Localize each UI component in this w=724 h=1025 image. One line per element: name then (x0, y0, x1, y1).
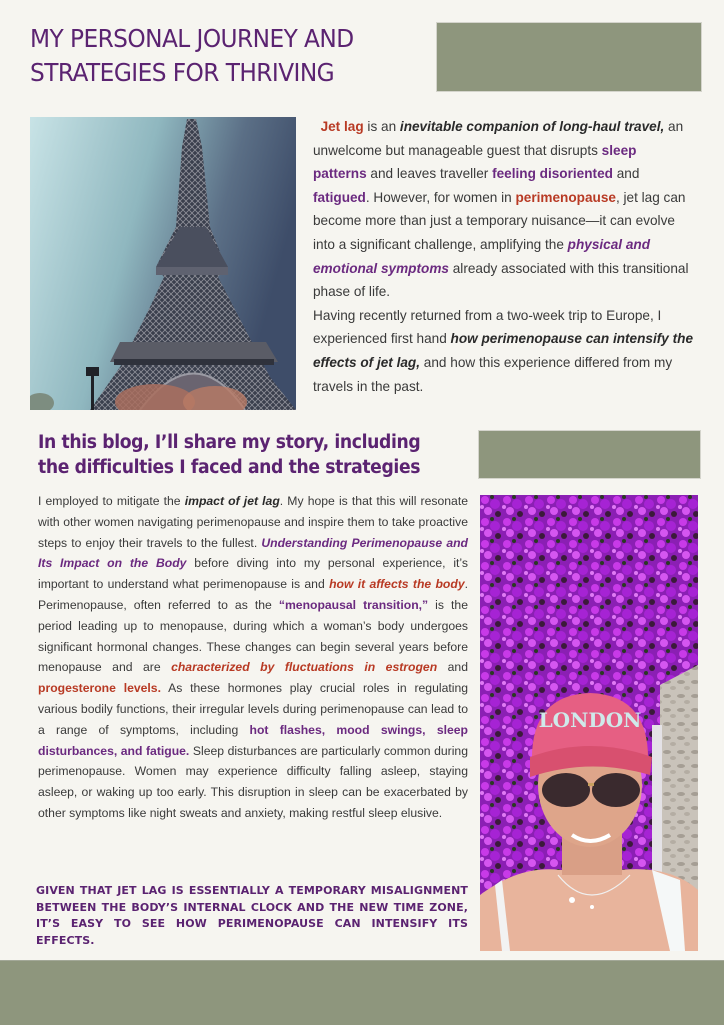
decorative-green-block-middle (478, 430, 701, 479)
highlighted-phrase: characterized by fluctuations in estrogen (171, 660, 438, 675)
highlighted-phrase: physical and emotional symptoms (313, 236, 651, 276)
highlighted-phrase: sleep patterns (313, 142, 637, 182)
highlighted-phrase: how it affects the body (329, 577, 465, 592)
callout-text: GIVEN THAT JET LAG IS ESSENTIALLY A TEMPORARY MISALIGNMENT BETWEEN THE BODY’S INTERNAL CLOCK AND THE NEW TIME ZONE, IT’S EASY TO SEE HOW PERIMENOPAUSE CAN INTENSIFY ITS EFFECTS. (36, 884, 468, 947)
intro-seg (313, 119, 689, 299)
section-subheading (38, 430, 447, 480)
highlighted-phrase: feeling disoriented (492, 166, 613, 182)
highlighted-phrase: impact of jet lag (184, 494, 280, 508)
text-segment: and how this experience differed from my travels in the past. (313, 354, 673, 394)
highlighted-phrase: “menopausal transition,” (278, 597, 429, 612)
subheading-line-1: In this blog, I’ll share my story, including (38, 432, 421, 453)
text-segment: , jet lag can become more than just a temporary nuisance—it can evolve into a significant challenge, amplifying the (313, 189, 686, 252)
body-text (38, 491, 468, 824)
text-segment: . Perimenopause, often referred to as the (38, 577, 468, 612)
text-segment: before diving into my personal experience, it’s important to understand what perimenopause is and (38, 556, 468, 592)
intro-paragraph-1 (313, 115, 693, 304)
highlighted-phrase: hot flashes, mood swings, sleep disturbances, and fatigue. (38, 722, 468, 758)
text-segment: is the period leading up to menopause, during which a woman’s body undergoes significant hormonal changes. These changes can begin several years before menopause and are (38, 597, 468, 675)
cap-text: LONDON (538, 708, 642, 732)
text-segment: . My hope is that this will resonate with other women navigating perimenopause and inspire them to take proactive steps to enjoy their travels to the fullest. (38, 494, 468, 550)
footer-band (0, 960, 724, 1025)
page-title (30, 22, 402, 90)
subheading-line-2: the difficulties I faced and the strategies (38, 457, 421, 478)
text-segment: and (437, 660, 468, 675)
highlighted-phrase: Jet lag (320, 119, 364, 134)
text-segment: an unwelcome but manageable guest that disrupts (313, 119, 684, 158)
highlighted-phrase: fatigued (313, 189, 366, 205)
body-seg (38, 494, 468, 820)
text-segment: Sleep disturbances are particularly common during perimenopause. Women may experience difficulty falling asleep, staying asleep, or waking up too early. This disruption in sleep can be exacerbated by other symptoms like night sweats and anxiety, making restful sleep elusive. (38, 743, 468, 820)
intro-paragraph-2 (313, 304, 693, 398)
text-segment: and (612, 166, 640, 182)
text-segment: . However, for women in (365, 189, 516, 205)
decorative-green-block-top (436, 22, 702, 92)
highlighted-phrase: Understanding Perimenopause and Its Impact on the Body (38, 535, 468, 571)
text-segment: already associated with this transitional phase of life. (313, 260, 689, 300)
text-segment: Having recently returned from a two-week trip to Europe, I experienced first hand (313, 307, 662, 347)
title-line-2: STRATEGIES FOR THRIVING (30, 58, 335, 87)
intro-seg (313, 308, 693, 394)
text-segment: and leaves traveller (366, 166, 493, 182)
text-segment: As these hormones play crucial roles in regulating various bodily functions, their irregular levels during perimenopause can lead to a range of symptoms, including (38, 681, 468, 737)
title-line-1: MY PERSONAL JOURNEY AND (30, 24, 354, 53)
highlighted-phrase: progesterone levels. (38, 681, 161, 696)
intro-text (313, 115, 693, 398)
selfie-photo (480, 495, 698, 951)
highlighted-phrase: how perimenopause can intensify the effects of jet lag, (313, 331, 694, 370)
highlighted-phrase: perimenopause (515, 189, 616, 205)
eiffel-tower-photo (30, 117, 296, 410)
highlighted-phrase: inevitable companion of long-haul travel, (399, 119, 665, 134)
text-segment: I employed to mitigate the (38, 494, 185, 508)
text-segment: is an (363, 119, 400, 134)
body-paragraph (38, 491, 468, 824)
